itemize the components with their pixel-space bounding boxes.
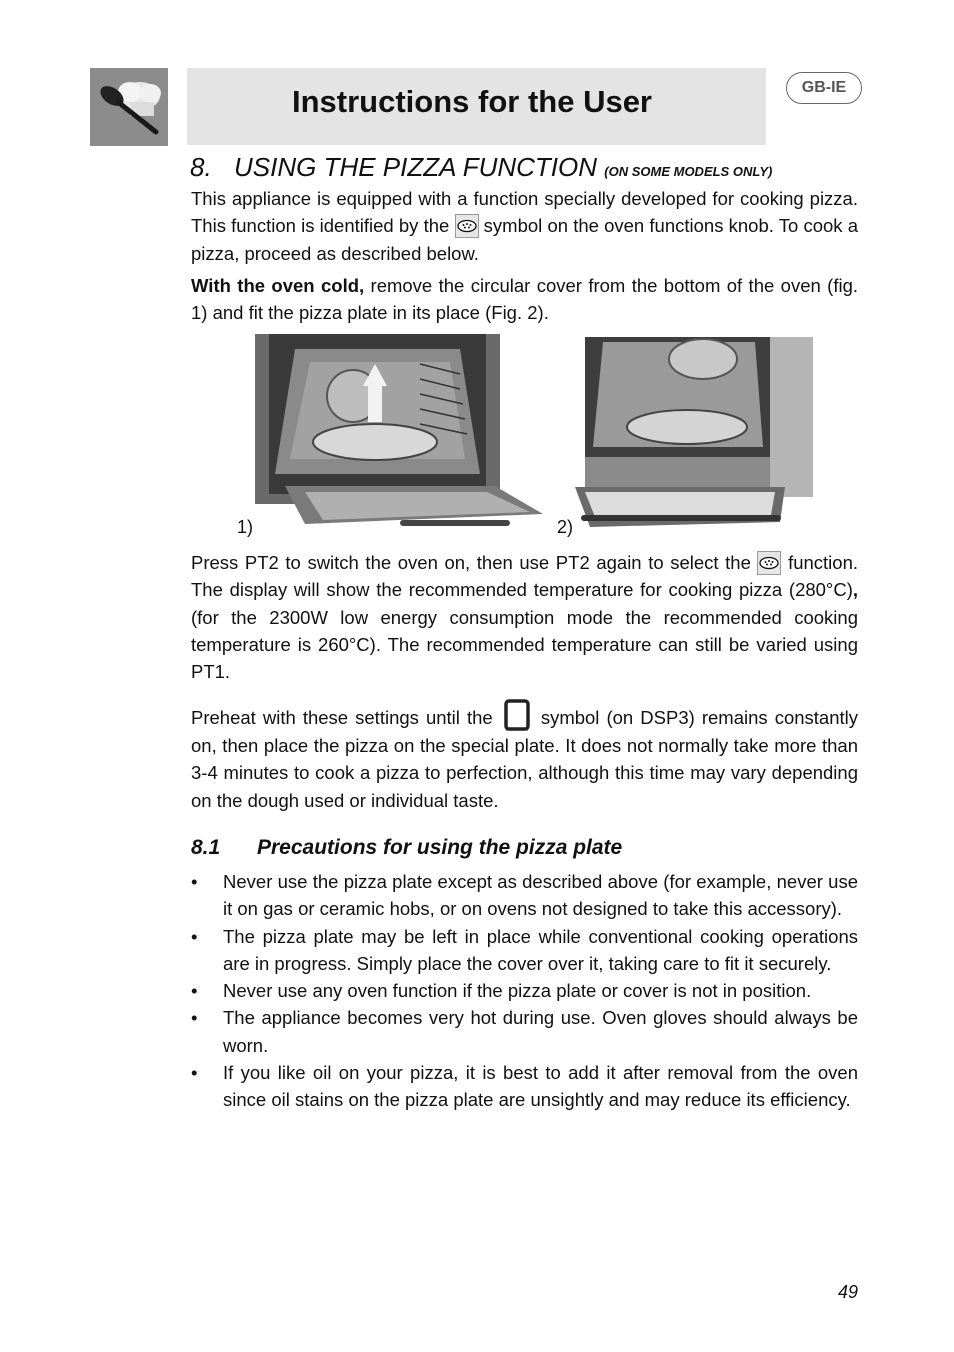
oven-cover-removal-illustration (255, 334, 545, 534)
pizza-function-icon (757, 551, 781, 575)
preheat-text-a: Preheat with these settings until the (191, 707, 500, 728)
list-item-text: Never use any oven function if the pizza plate or cover is not in position. (223, 980, 812, 1002)
figure-2 (575, 337, 815, 537)
preheat-paragraph (191, 698, 858, 814)
bullet-icon: • (191, 980, 198, 1002)
section-number: 8. (190, 152, 212, 182)
logo (90, 68, 168, 146)
bullet-icon: • (191, 1062, 198, 1084)
intro-text-b: symbol on the oven functions knob. To cook a pizza, proceed as described below. (191, 215, 858, 264)
list-item-text: If you like oil on your pizza, it is best to add it after removal from the oven since oil stains on the pizza plate are unsightly and may reduce its efficiency. (223, 1062, 858, 1111)
switch-on-text-a: Press PT2 to switch the oven on, then use PT2 again to select the (191, 552, 758, 573)
precautions-title: Precautions for using the pizza plate (257, 836, 623, 859)
cold-oven-paragraph (191, 272, 858, 327)
page-title: Instructions for the User (292, 84, 652, 119)
section-heading (190, 152, 772, 183)
list-item (191, 1004, 858, 1059)
figure-1-label: 1) (237, 517, 254, 537)
switch-on-paragraph (191, 549, 858, 685)
pizza-function-icon (455, 214, 479, 238)
section-title: USING THE PIZZA FUNCTION (234, 152, 598, 182)
switch-on-comma: , (852, 579, 858, 601)
spoon-chef-hat-icon (90, 68, 168, 146)
list-item-text: The appliance becomes very hot during use. Oven gloves should always be worn. (223, 1007, 858, 1056)
list-item-text: The pizza plate may be left in place while conventional cooking operations are in progress. Simply place the cover over it, taking care to fit it securely. (223, 925, 858, 974)
header-bar (187, 68, 766, 145)
page-number: 49 (838, 1282, 859, 1302)
precautions-heading (191, 836, 622, 860)
switch-on-text-c: (for the 2300W low energy consumption mode the recommended cooking temperature is 260°C). The recommended temperature can still be varied using PT1. (191, 606, 858, 683)
cold-oven-bold: With the oven cold, (191, 275, 365, 296)
intro-paragraph (191, 185, 858, 267)
figure-1 (255, 334, 545, 539)
figure-2-label: 2) (557, 517, 574, 537)
bullet-icon: • (191, 871, 198, 892)
cold-oven-text: remove the circular cover from the bottom of the oven (fig. 1) and fit the pizza plate in its place (Fig. 2). (191, 275, 858, 324)
list-item (191, 1059, 858, 1114)
precautions-list (191, 868, 858, 1114)
precautions-number: 8.1 (191, 836, 221, 859)
list-item (191, 923, 858, 978)
intro-text-a: This appliance is equipped with a function specially developed for cooking pizza. This function is identified by the (191, 188, 858, 237)
bullet-icon: • (191, 925, 198, 947)
switch-on-text-b: function. The display will show the recommended temperature for cooking pizza (280°C) (191, 552, 859, 601)
list-item (191, 868, 858, 923)
preheat-text-b: symbol (on DSP3) remains constantly on, then place the pizza on the special plate. It does not normally take more than 3-4 minutes to cook a pizza to perfection, although this time may vary depending on the dough used or individual taste. (191, 707, 858, 811)
bullet-icon: • (191, 1007, 198, 1029)
oven-pizza-plate-illustration (575, 337, 815, 532)
language-badge: GB-IE (786, 72, 862, 104)
list-item (191, 977, 858, 1004)
display-segment-icon (500, 698, 534, 732)
list-item-text: Never use the pizza plate except as described above (for example, never use it on gas or ceramic hobs, or on ovens not designed to take this accessory). (223, 871, 858, 920)
section-note: (ON SOME MODELS ONLY) (604, 164, 773, 179)
